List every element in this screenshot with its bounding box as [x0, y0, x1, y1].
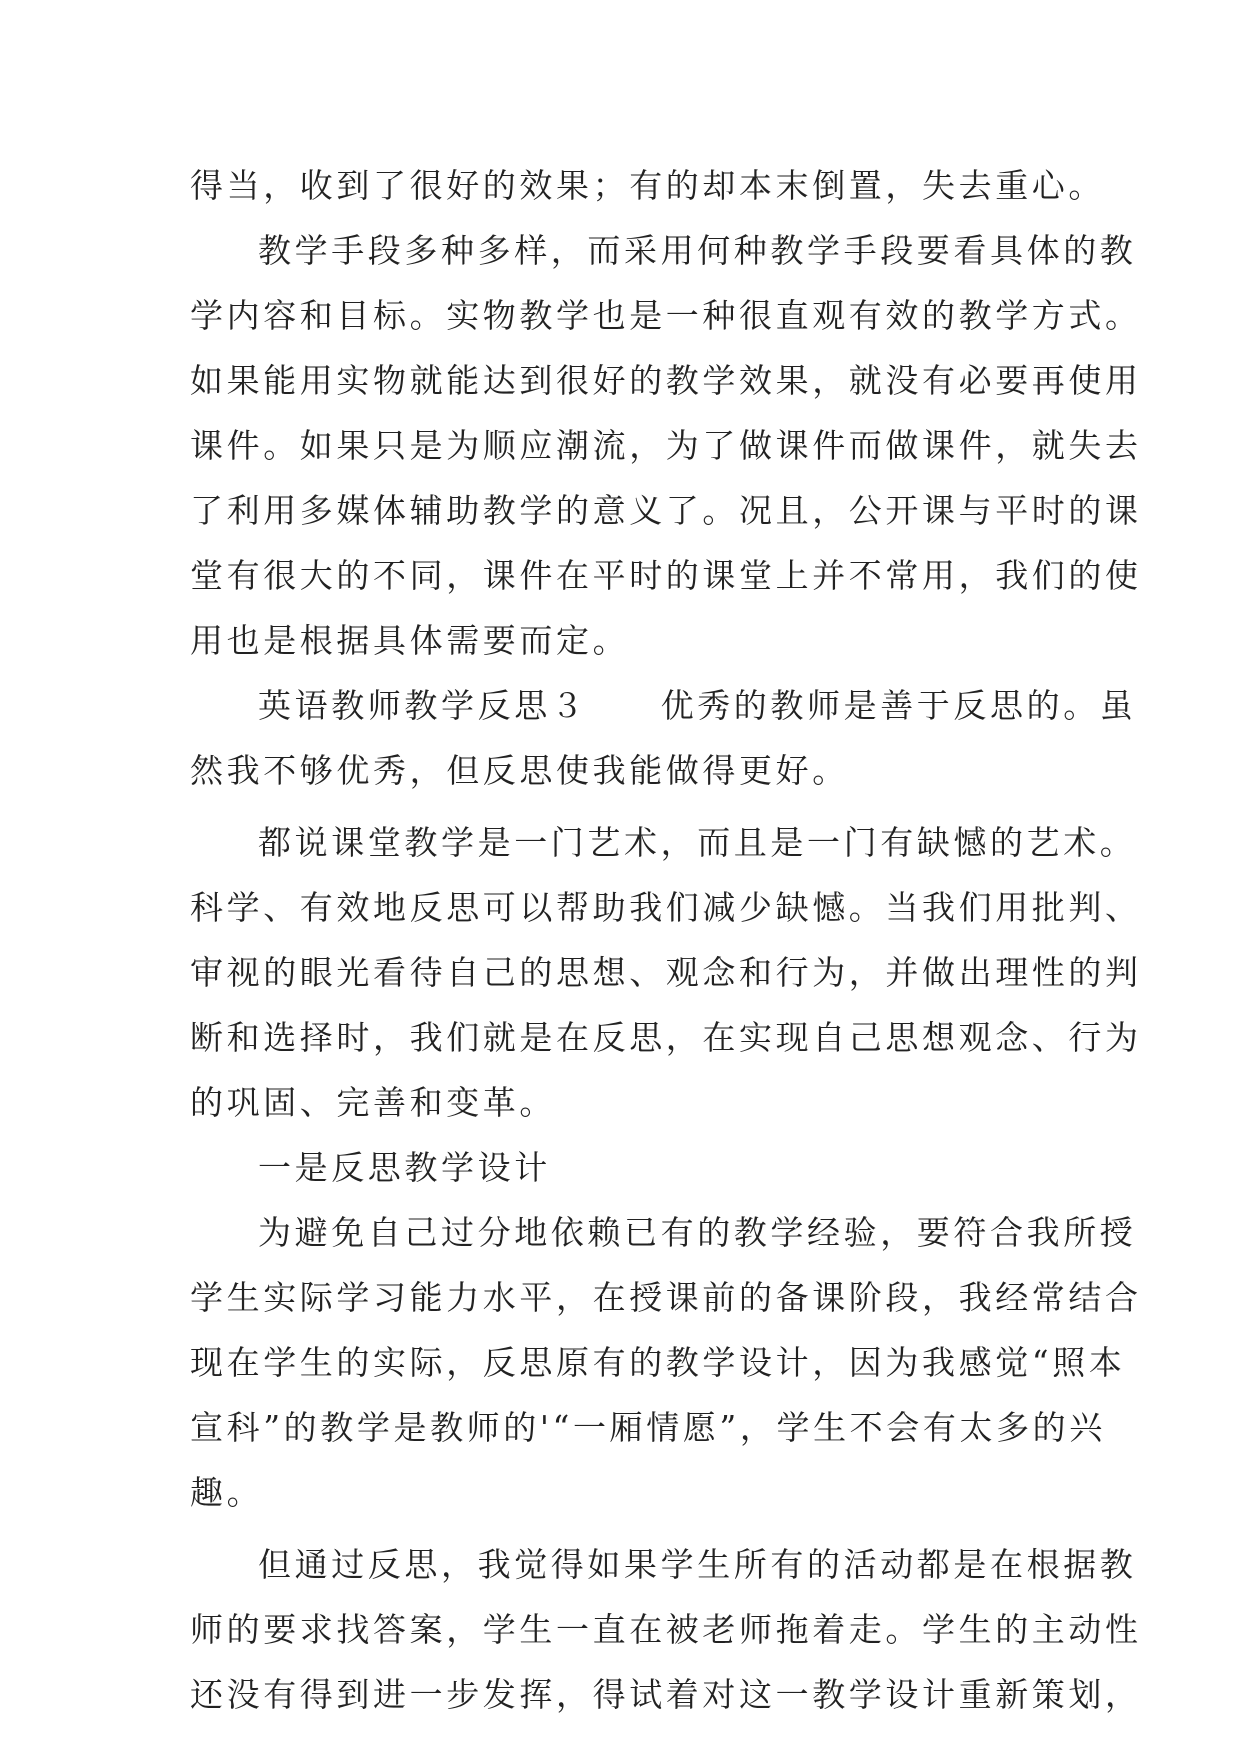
- text-line: 现在学生的实际，反思原有的教学设计，因为我感觉“照本: [190, 1343, 1126, 1382]
- text-line: 的巩固、完善和变革。: [190, 1083, 556, 1122]
- text-line: 宣科”的教学是教师的'“一厢情愿”，学生不会有太多的兴: [190, 1408, 1106, 1447]
- text-line: 用也是根据具体需要而定。: [190, 621, 630, 660]
- text-line: 审视的眼光看待自己的思想、观念和行为，并做出理性的判: [190, 953, 1142, 992]
- paragraph-start: 为避免自己过分地依赖已有的教学经验，要符合我所授: [258, 1213, 1137, 1252]
- text-line: 学生实际学习能力水平，在授课前的备课阶段，我经常结合: [190, 1278, 1142, 1317]
- text-line: 得当，收到了很好的效果；有的却本末倒置，失去重心。: [190, 166, 1105, 205]
- text-line: 师的要求找答案，学生一直在被老师拖着走。学生的主动性: [190, 1610, 1142, 1649]
- section-heading-line: 英语教师教学反思３ 优秀的教师是善于反思的。虽: [258, 686, 1137, 725]
- text-line: 如果能用实物就能达到很好的教学效果，就没有必要再使用: [190, 361, 1142, 400]
- paragraph-start: 但通过反思，我觉得如果学生所有的活动都是在根据教: [258, 1545, 1137, 1584]
- text-line: 学内容和目标。实物教学也是一种很直观有效的教学方式。: [190, 296, 1142, 335]
- paragraph-start: 都说课堂教学是一门艺术，而且是一门有缺憾的艺术。: [258, 823, 1137, 862]
- text-line: 了利用多媒体辅助教学的意义了。况且，公开课与平时的课: [190, 491, 1142, 530]
- paragraph-start: 教学手段多种多样，而采用何种教学手段要看具体的教: [258, 231, 1137, 270]
- text-line: 还没有得到进一步发挥，得试着对这一教学设计重新策划，: [190, 1675, 1142, 1714]
- subheading: 一是反思教学设计: [258, 1148, 551, 1187]
- text-line: 堂有很大的不同，课件在平时的课堂上并不常用，我们的使: [190, 556, 1142, 595]
- text-line: 断和选择时，我们就是在反思，在实现自己思想观念、行为: [190, 1018, 1142, 1057]
- text-line: 趣。: [190, 1473, 264, 1512]
- text-line: 科学、有效地反思可以帮助我们减少缺憾。当我们用批判、: [190, 888, 1142, 927]
- text-line: 课件。如果只是为顺应潮流，为了做课件而做课件，就失去: [190, 426, 1142, 465]
- text-line: 然我不够优秀，但反思使我能做得更好。: [190, 751, 849, 790]
